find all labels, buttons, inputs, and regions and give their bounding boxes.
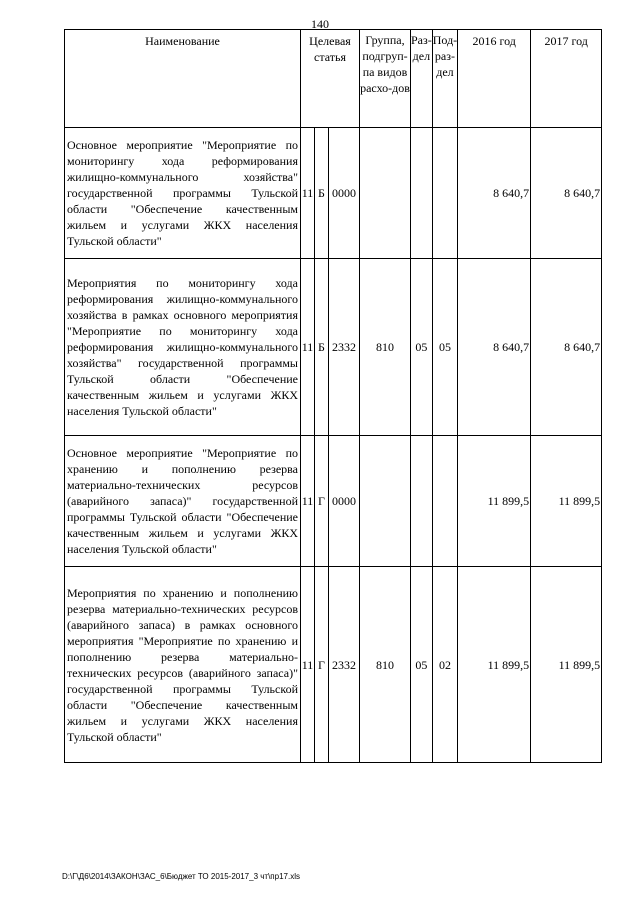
header-year-2017: 2017 год <box>531 30 602 128</box>
code-program: 11 <box>301 259 315 436</box>
page-number: 140 <box>311 17 329 31</box>
expense-group <box>360 128 411 259</box>
table-row <box>65 128 602 259</box>
footer-file-path: D:\Г\Д6\2014\ЗАКОН\ЗАС_6\Бюджет ТО 2015-2017_3 чт\пр17.xls <box>62 872 300 881</box>
subsection: 05 <box>432 259 457 436</box>
section <box>411 436 433 567</box>
budget-table <box>64 29 602 763</box>
expense-group: 810 <box>360 567 411 763</box>
code-program: 11 <box>301 567 315 763</box>
amount-2016: 8 640,7 <box>458 128 531 259</box>
section: 05 <box>411 567 433 763</box>
section <box>411 128 433 259</box>
amount-2016: 11 899,5 <box>458 436 531 567</box>
row-name: Основное мероприятие "Мероприятие по мониторингу хода реформирования жилищно-коммунального хозяйства" государственной программы Тульской области "Обеспечение качественным жильем и услугами ЖКХ населения Тульской области" <box>65 128 301 259</box>
table-row <box>65 259 602 436</box>
subsection <box>432 128 457 259</box>
code-sub: Б <box>315 259 329 436</box>
row-name: Мероприятия по хранению и пополнению резерва материально-технических ресурсов (аварийного запаса) в рамках основного мероприятия "Мероприятие по хранению и пополнению резерва материально-технических ресурсов (аварийного запаса)" государственной программы Тульской области "Обеспечение качественным жильем и услугами ЖКХ населения Тульской области" <box>65 567 301 763</box>
expense-group: 810 <box>360 259 411 436</box>
amount-2017: 11 899,5 <box>531 567 602 763</box>
amount-2017: 8 640,7 <box>531 259 602 436</box>
section: 05 <box>411 259 433 436</box>
table-row <box>65 436 602 567</box>
row-name: Мероприятия по мониторингу хода реформирования жилищно-коммунального хозяйства в рамках основного мероприятия "Мероприятие по мониторингу хода реформирования жилищно-коммунального хозяйства" государственной программы Тульской области "Обеспечение качественным жильем и услугами ЖКХ населения Тульской области" <box>65 259 301 436</box>
code-sub: Г <box>315 567 329 763</box>
header-expense-group: Группа, подгруп-па видов расхо-дов <box>360 30 411 128</box>
row-name: Основное мероприятие "Мероприятие по хранению и пополнению резерва материально-технических ресурсов (аварийного запаса)" государственной программы Тульской области "Обеспечение качественным жильем и услугами ЖКХ населения Тульской области" <box>65 436 301 567</box>
header-target-article: Целевая статья <box>301 30 360 128</box>
amount-2017: 8 640,7 <box>531 128 602 259</box>
subsection: 02 <box>432 567 457 763</box>
subsection <box>432 436 457 567</box>
code-program: 11 <box>301 128 315 259</box>
code-item: 0000 <box>329 436 360 567</box>
code-item: 0000 <box>329 128 360 259</box>
code-sub: Б <box>315 128 329 259</box>
code-item: 2332 <box>329 259 360 436</box>
amount-2017: 11 899,5 <box>531 436 602 567</box>
code-program: 11 <box>301 436 315 567</box>
amount-2016: 11 899,5 <box>458 567 531 763</box>
code-sub: Г <box>315 436 329 567</box>
amount-2016: 8 640,7 <box>458 259 531 436</box>
table-header-row <box>65 30 602 128</box>
header-year-2016: 2016 год <box>458 30 531 128</box>
header-name: Наименование <box>65 30 301 128</box>
table-row <box>65 567 602 763</box>
expense-group <box>360 436 411 567</box>
header-subsection: Под-раз-дел <box>432 30 457 128</box>
header-section: Раз-дел <box>411 30 433 128</box>
code-item: 2332 <box>329 567 360 763</box>
